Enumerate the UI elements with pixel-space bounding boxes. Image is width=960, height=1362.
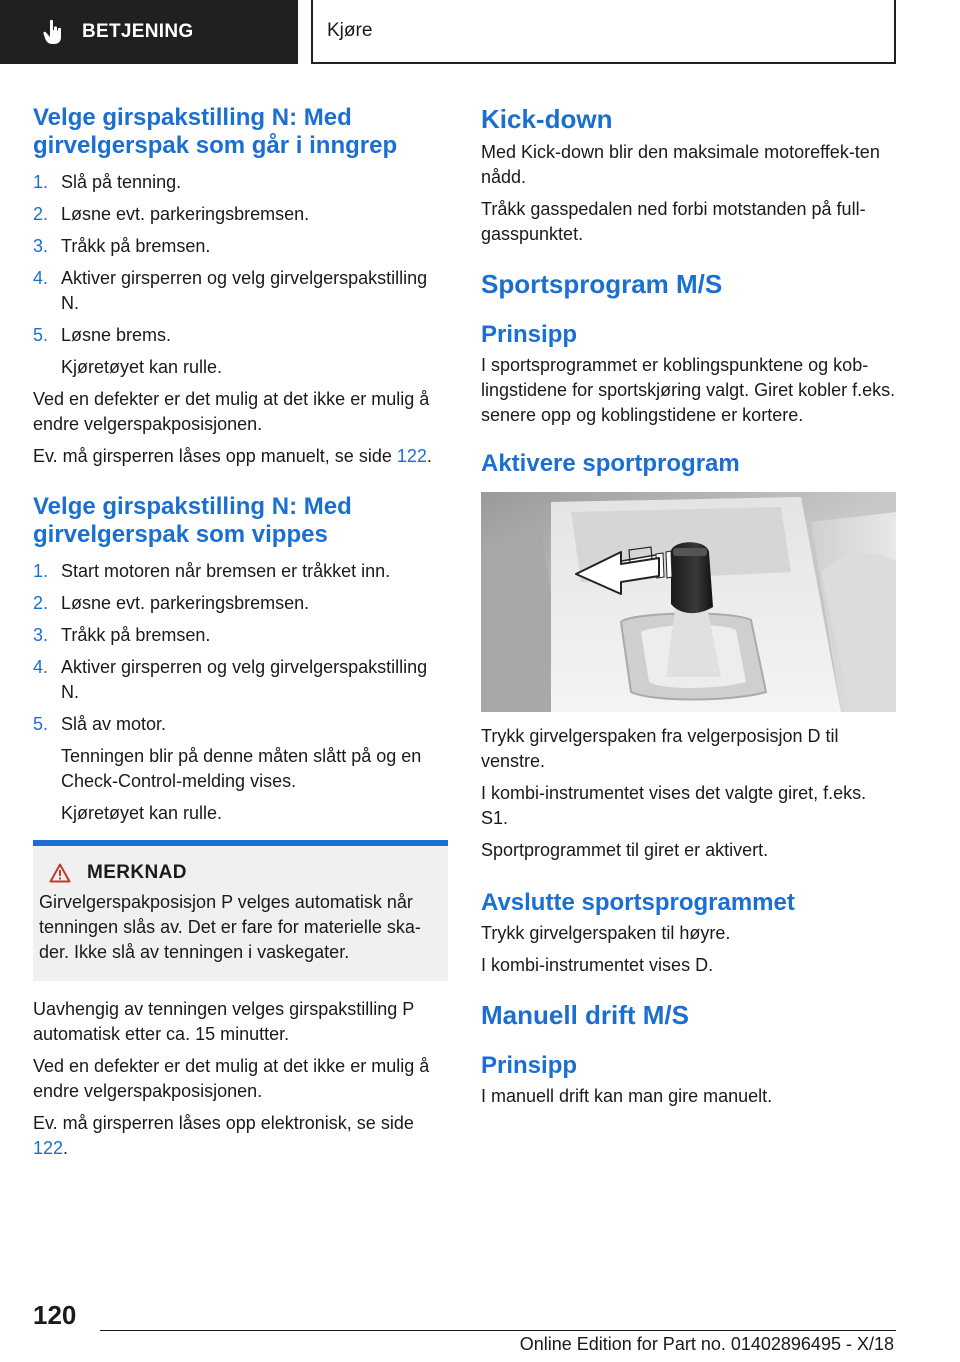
paragraph: I kombi-instrumentet vises D.	[481, 955, 714, 975]
note-title: MERKNAD	[87, 862, 187, 883]
subsection-title-principle: Prinsipp	[481, 1052, 578, 1079]
list-item: 1. Start motoren når bremsen er tråkket inn.	[33, 561, 391, 581]
note-header	[39, 862, 440, 884]
paragraph: Tråkk gasspedalen ned forbi motstanden på full-gasspunktet.	[481, 199, 866, 244]
paragraph: Ved en defekter er det mulig at det ikke er mulig å endre velgerspakposisjonen.	[33, 389, 430, 434]
list-item: 2. Løsne evt. parkeringsbremsen.	[33, 204, 310, 224]
footer-divider	[100, 1330, 896, 1331]
section-title-kick-down: Kick-down	[481, 104, 613, 134]
subsection-title-activate: Aktivere sportprogram	[481, 450, 740, 477]
paragraph: I manuell drift kan man gire manuelt.	[481, 1086, 773, 1106]
steps-list-n-engaging	[33, 170, 448, 380]
subsection-title-principle: Prinsipp	[481, 321, 578, 348]
header-section-tab	[0, 0, 298, 64]
gear-selector-illustration	[481, 492, 896, 712]
right-column	[481, 100, 896, 1109]
paragraph-with-link: Ev. må girsperren låses opp manuelt, se side 122.	[33, 446, 432, 466]
list-item: 3. Tråkk på bremsen.	[33, 625, 211, 645]
section-title-manual-mode: Manuell drift M/S	[481, 1000, 689, 1030]
note-text: Girvelgerspakposisjon P velges automatisk når tenningen slås av. Det er fare for materielle ska-der. Ikke slå av tenningen i vaskegater.	[39, 892, 421, 962]
list-item: 5. Løsne brems. Kjøretøyet kan rulle.	[33, 325, 223, 377]
section-title-sport-program: Sportsprogram M/S	[481, 269, 723, 299]
paragraph: Med Kick-down blir den maksimale motoreffek-ten nådd.	[481, 142, 880, 187]
list-item: 4. Aktiver girsperren og velg girvelgerspakstilling N.	[33, 268, 428, 313]
hand-pointer-icon	[42, 19, 64, 45]
list-item: 3. Tråkk på bremsen.	[33, 236, 211, 256]
paragraph: I kombi-instrumentet vises det valgte giret, f.eks. S1.	[481, 783, 867, 828]
paragraph: Trykk girvelgerspaken til høyre.	[481, 923, 731, 943]
section-title-n-tipping: Velge girspakstilling N: Med girvelgerspak som vippes	[33, 493, 352, 548]
section-title-n-engaging: Velge girspakstilling N: Med girvelgerspak som går i inngrep	[33, 104, 398, 159]
paragraph: Ved en defekter er det mulig at det ikke er mulig å endre velgerspakposisjonen.	[33, 1056, 430, 1101]
paragraph: Sportprogrammet til giret er aktivert.	[481, 840, 769, 860]
page-link-122[interactable]: 122	[396, 446, 427, 466]
subsection-title-end-sport: Avslutte sportsprogrammet	[481, 889, 795, 916]
header-chapter-box	[311, 0, 896, 64]
warning-triangle-icon	[49, 863, 71, 883]
list-item: 4. Aktiver girsperren og velg girvelgerspakstilling N.	[33, 657, 428, 702]
page-number: 120	[33, 1300, 77, 1330]
header-section-label: BETJENING	[82, 21, 194, 42]
paragraph: I sportsprogrammet er koblingspunktene og kob-lingstidene for sportskjøring valgt. Giret kobler f.eks. senere opp og koblingstidene er kortere.	[481, 355, 896, 425]
paragraph-with-link: Ev. må girsperren låses opp elektronisk, se side 122.	[33, 1113, 414, 1158]
footer-edition: Online Edition for Part no. 01402896495 - X/18	[519, 1334, 894, 1354]
note-box	[33, 840, 448, 981]
list-item: 5. Slå av motor. Tenningen blir på denne måten slått på og en Check-Control-melding vises. Kjøretøyet kan rulle.	[33, 714, 422, 823]
paragraph: Uavhengig av tenningen velges girspakstilling P automatisk etter ca. 15 minutter.	[33, 999, 414, 1044]
paragraph: Trykk girvelgerspaken fra velgerposisjon D til venstre.	[481, 726, 839, 771]
steps-list-n-tipping	[33, 559, 448, 826]
page-link-122[interactable]: 122	[33, 1138, 64, 1158]
left-column	[33, 100, 448, 1161]
list-item: 2. Løsne evt. parkeringsbremsen.	[33, 593, 310, 613]
header-chapter-label: Kjøre	[327, 20, 373, 41]
list-item: 1. Slå på tenning.	[33, 172, 182, 192]
